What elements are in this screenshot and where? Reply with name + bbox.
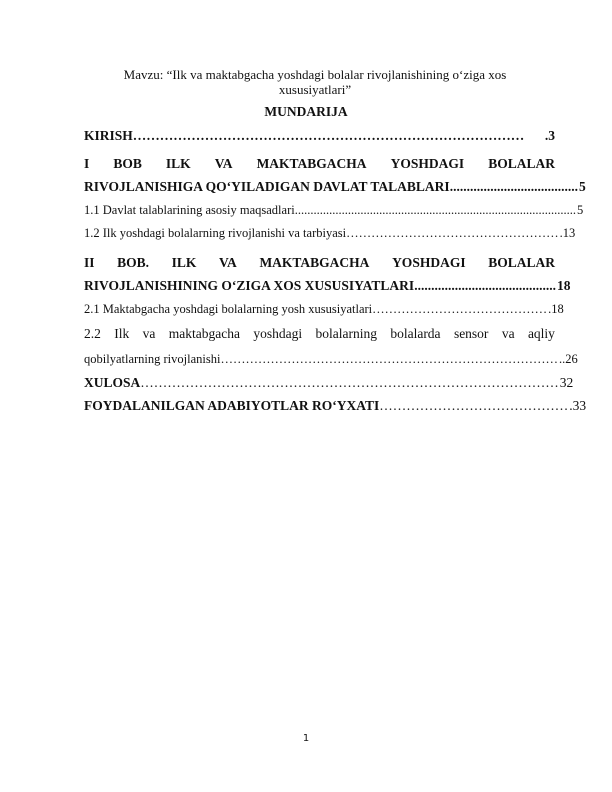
toc-page-number: 5: [578, 179, 586, 194]
toc-entry-chapter-1-line2[interactable]: [84, 179, 586, 195]
word: VA: [219, 255, 237, 270]
word: aqliy: [527, 326, 555, 341]
word: bolalarda: [390, 326, 441, 341]
word: yoshdagi: [253, 326, 303, 341]
word: maktabgacha: [168, 326, 240, 341]
toc-entry-title: FOYDALANILGAN ADABIYOTLAR RO‘YXATI: [84, 398, 380, 413]
word: BOB: [113, 156, 142, 171]
toc-entry-title: RIVOJLANISHINING O‘ZIGA XOS XUSUSIYATLARI: [84, 278, 415, 293]
toc-entry-section-2-1[interactable]: [84, 301, 564, 317]
word: va: [501, 326, 515, 341]
word: BOLALAR: [488, 156, 555, 171]
toc-entry-section-2-2-line2[interactable]: [84, 351, 578, 367]
toc-entry-title: 2.1 Maktabgacha yoshdagi bolalarning yosh xususiyatlari: [84, 302, 373, 316]
word: YOSHDAGI: [392, 255, 466, 270]
toc-entry-references[interactable]: [84, 398, 587, 414]
toc-entry-title: XULOSA: [84, 375, 141, 390]
toc-page-number: 5: [576, 203, 584, 217]
toc-entry-conclusion[interactable]: [84, 375, 574, 391]
word: MAKTABGACHA: [256, 156, 367, 171]
toc-entry-title: qobilyatlarning rivojlanishi: [84, 352, 221, 366]
toc-entry-section-1-2[interactable]: [84, 225, 576, 241]
word: BOLALAR: [488, 255, 555, 270]
toc-entry-chapter-2-line1[interactable]: [84, 255, 555, 271]
toc-entry-title: RIVOJLANISHIGA QO‘YILADIGAN DAVLAT TALABLARI: [84, 179, 450, 194]
word: YOSHDAGI: [390, 156, 465, 171]
toc-page-number: .18: [548, 302, 564, 316]
word: ILK: [171, 255, 197, 270]
toc-dot-leader: ..........................................................................................: [294, 203, 576, 217]
toc-page-number: .3: [544, 128, 555, 143]
toc-page-number: .13: [559, 226, 576, 240]
toc-page-number: .33: [569, 398, 587, 413]
toc-dot-leader: ……………………………………: [372, 302, 548, 316]
document-topic: Mavzu: “Ilk va maktabgacha yoshdagi bolalar rivojlanishining o‘ziga xos xususiyatlari”: [123, 67, 507, 97]
toc-heading: MUNDARIJA: [264, 104, 348, 119]
toc-entry-chapter-2-line2[interactable]: [84, 278, 571, 294]
toc-entry-chapter-1-line1[interactable]: [84, 156, 555, 172]
toc-dot-leader: ……………………………………: [379, 398, 569, 413]
word: bolalarning: [315, 326, 377, 341]
toc-entry-title: KIRISH: [84, 128, 133, 143]
toc-entry-title: 1.1 Davlat talablarining asosiy maqsadlari: [84, 203, 295, 217]
toc-entry-intro[interactable]: [84, 128, 555, 144]
word: ILK: [165, 156, 191, 171]
toc-dot-leader: ……………………………………………………………………………: [132, 128, 525, 143]
word: Ilk: [114, 326, 130, 341]
toc-entry-section-1-1[interactable]: [84, 202, 584, 218]
toc-dot-leader: …………………………………………………………………………………: [140, 375, 559, 390]
page-number: 1: [302, 733, 310, 744]
word: sensor: [453, 326, 489, 341]
word: 2.2: [84, 326, 101, 341]
toc-entry-section-2-2-line1[interactable]: [84, 326, 555, 342]
toc-dot-leader: ……………………………………………: [346, 226, 559, 240]
toc-page-number: 18: [556, 278, 571, 293]
word: I: [84, 156, 90, 171]
word: BOB.: [117, 255, 150, 270]
word: VA: [214, 156, 233, 171]
toc-page-number: ..26: [558, 352, 578, 366]
toc-page-number: 32: [559, 375, 574, 390]
word: II: [84, 255, 95, 270]
toc-entry-title: 1.2 Ilk yoshdagi bolalarning rivojlanishi va tarbiyasi: [84, 226, 347, 240]
word: va: [142, 326, 156, 341]
toc-dot-leader: ………………………………………………………………………: [220, 352, 558, 366]
toc-dot-leader: ......................................: [449, 179, 578, 194]
word: MAKTABGACHA: [259, 255, 370, 270]
toc-dot-leader: ..........................................: [414, 278, 556, 293]
